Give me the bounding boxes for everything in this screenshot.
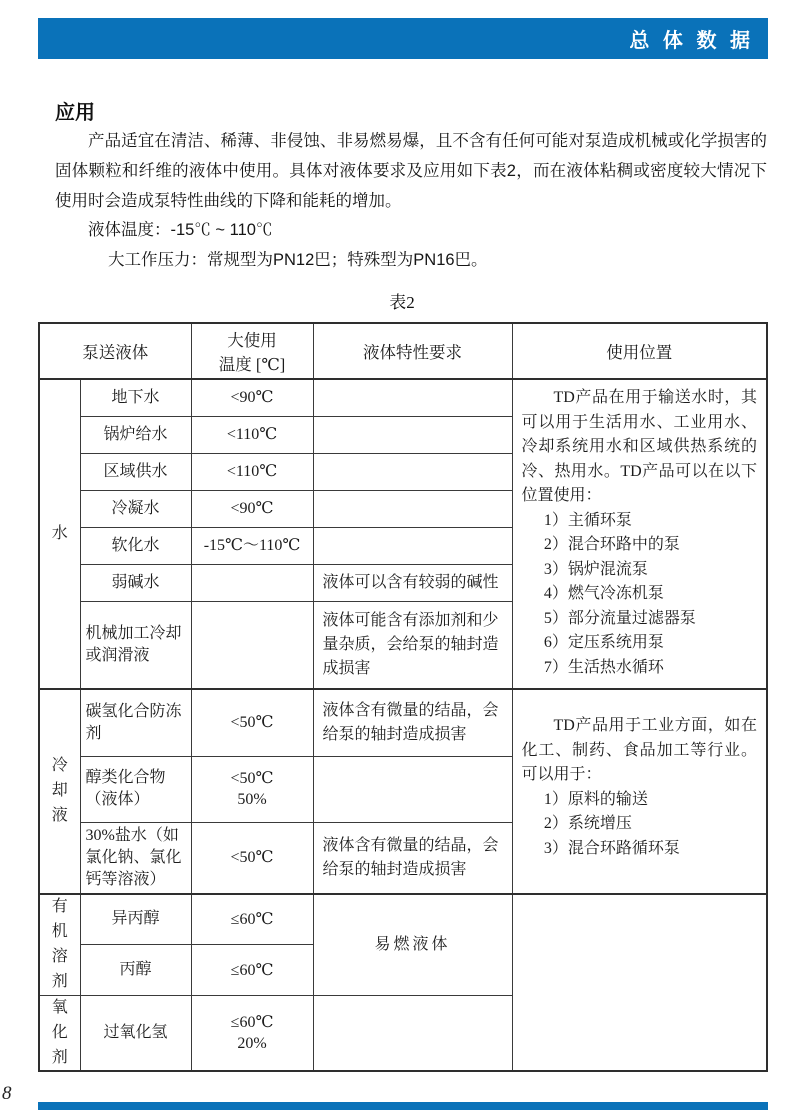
category-oxidizer-label: 氧化剂 <box>51 999 68 1066</box>
max-temp-value <box>191 996 313 1072</box>
characteristic-value <box>313 416 512 453</box>
max-temp-value: <90℃ <box>191 490 313 527</box>
header-characteristics: 液体特性要求 <box>313 323 512 379</box>
max-temp-value <box>191 601 313 689</box>
characteristic-value <box>313 756 512 822</box>
position-water-item: 4）燃气冷冻机泵 <box>543 585 664 602</box>
page-title: 总 体 数 据 <box>629 30 754 52</box>
position-coolant-intro: TD产品用于工业方面，如在化工、制药、食品加工等行业。可以用于： <box>521 717 757 783</box>
liquid-name: 弱碱水 <box>80 564 191 601</box>
characteristic-value <box>313 490 512 527</box>
characteristic-value: 液体可以含有较弱的碱性 <box>313 564 512 601</box>
water-section <box>39 379 767 689</box>
characteristic-value <box>313 527 512 564</box>
max-temp-value: -15℃～110℃ <box>191 527 313 564</box>
liquid-name: 地下水 <box>80 379 191 416</box>
header-max-temp-line2: 温度 [℃] <box>218 355 286 374</box>
header-pumped-liquid: 泵送液体 <box>39 323 191 379</box>
organic-oxidizer-section <box>39 894 767 1072</box>
characteristic-value: 液体可能含有添加剂和少量杂质，会给泵的轴封造成损害 <box>313 601 512 689</box>
liquid-name: 30%盐水（如氯化钠、氯化钙等溶液） <box>80 822 191 894</box>
liquid-temperature-spec: 液体温度：-15℃ ~ 110℃ <box>88 221 273 239</box>
table-row <box>39 689 767 756</box>
category-water <box>39 379 80 689</box>
table-header <box>39 323 767 379</box>
position-water-item: 1）主循环泵 <box>543 511 632 529</box>
header-bar <box>38 18 768 59</box>
category-oxidizer <box>39 996 80 1072</box>
table-row <box>39 894 767 945</box>
position-water-item: 2）混合环路中的泵 <box>543 536 680 553</box>
section-heading: 应用 <box>55 102 95 124</box>
characteristic-value: 液体含有微量的结晶，会给泵的轴封造成损害 <box>313 689 512 756</box>
characteristic-flammable: 易燃液体 <box>313 894 512 996</box>
page-number: 8 <box>2 1083 12 1104</box>
liquid-spec-table <box>38 322 768 1072</box>
liquid-name: 碳氢化合防冻剂 <box>80 689 191 756</box>
category-organic-label: 有机溶剂 <box>51 898 68 990</box>
table-caption: 表2 <box>389 293 415 312</box>
max-temp-value <box>191 564 313 601</box>
position-coolant-item: 1）原料的输送 <box>543 790 648 808</box>
max-temp-value: <110℃ <box>191 453 313 490</box>
position-coolant-item: 2）系统增压 <box>543 815 632 832</box>
position-water-item: 7）生活热水循环 <box>543 658 664 676</box>
max-temp-line2: 20% <box>237 1035 267 1053</box>
category-coolant <box>39 689 80 894</box>
liquid-name: 区域供水 <box>80 453 191 490</box>
characteristic-value <box>313 453 512 490</box>
category-coolant-label: 冷却液 <box>51 757 68 824</box>
liquid-name: 锅炉给水 <box>80 416 191 453</box>
max-temp-value: ≤60℃ <box>191 945 313 996</box>
liquid-name: 冷凝水 <box>80 490 191 527</box>
position-coolant-item: 3）混合环路循环泵 <box>543 839 680 857</box>
working-pressure-spec: 大工作压力：常规型为PN12巴；特殊型为PN16巴。 <box>108 251 488 269</box>
header-max-temp-line1: 大使用 <box>227 331 277 350</box>
characteristic-value: 液体含有微量的结晶，会给泵的轴封造成损害 <box>313 822 512 894</box>
max-temp-value: ≤60℃ <box>191 894 313 945</box>
category-water-label: 水 <box>51 524 68 542</box>
table-row <box>39 379 767 416</box>
liquid-name: 异丙醇 <box>80 894 191 945</box>
characteristic-value <box>313 379 512 416</box>
liquid-name: 过氧化氢 <box>80 996 191 1072</box>
intro-paragraph: 产品适宜在清洁、稀薄、非侵蚀、非易燃易爆，且不含有任何可能对泵造成机械或化学损害的固体颗粒和纤维的液体中使用。具体对液体要求及应用如下表2，而在液体粘稠或密度较大情况下使用时会造成泵特性曲线的下降和能耗的增加。 <box>55 132 767 210</box>
max-temp-value: <110℃ <box>191 416 313 453</box>
footer-bar <box>38 1102 768 1110</box>
header-max-temp <box>191 323 313 379</box>
category-organic <box>39 894 80 996</box>
liquid-name: 丙醇 <box>80 945 191 996</box>
position-water-intro: TD产品在用于输送水时，其可以用于生活用水、工业用水、冷却系统用水和区域供热系统的冷、热用水。TD产品可以在以下位置使用： <box>521 389 757 504</box>
position-water-item: 6）定压系统用泵 <box>543 634 664 651</box>
characteristic-value <box>313 996 512 1072</box>
position-coolant-cell <box>512 689 767 894</box>
liquid-name: 软化水 <box>80 527 191 564</box>
max-temp-value: <90℃ <box>191 379 313 416</box>
position-water-item: 3）锅炉混流泵 <box>543 560 648 578</box>
max-temp-line1: ≤60℃ <box>230 1014 274 1032</box>
coolant-section <box>39 689 767 894</box>
max-temp-line1: <50℃ <box>230 770 274 787</box>
liquid-name: 机械加工冷却或润滑液 <box>80 601 191 689</box>
position-water-item: 5）部分流量过滤器泵 <box>543 609 696 627</box>
position-water-cell <box>512 379 767 689</box>
header-position: 使用位置 <box>512 323 767 379</box>
max-temp-value: <50℃ <box>191 689 313 756</box>
max-temp-line2: 50% <box>237 791 267 808</box>
max-temp-value: <50℃ <box>191 822 313 894</box>
liquid-name: 醇类化合物（液体） <box>80 756 191 822</box>
position-empty-cell <box>512 894 767 1072</box>
max-temp-value <box>191 756 313 822</box>
